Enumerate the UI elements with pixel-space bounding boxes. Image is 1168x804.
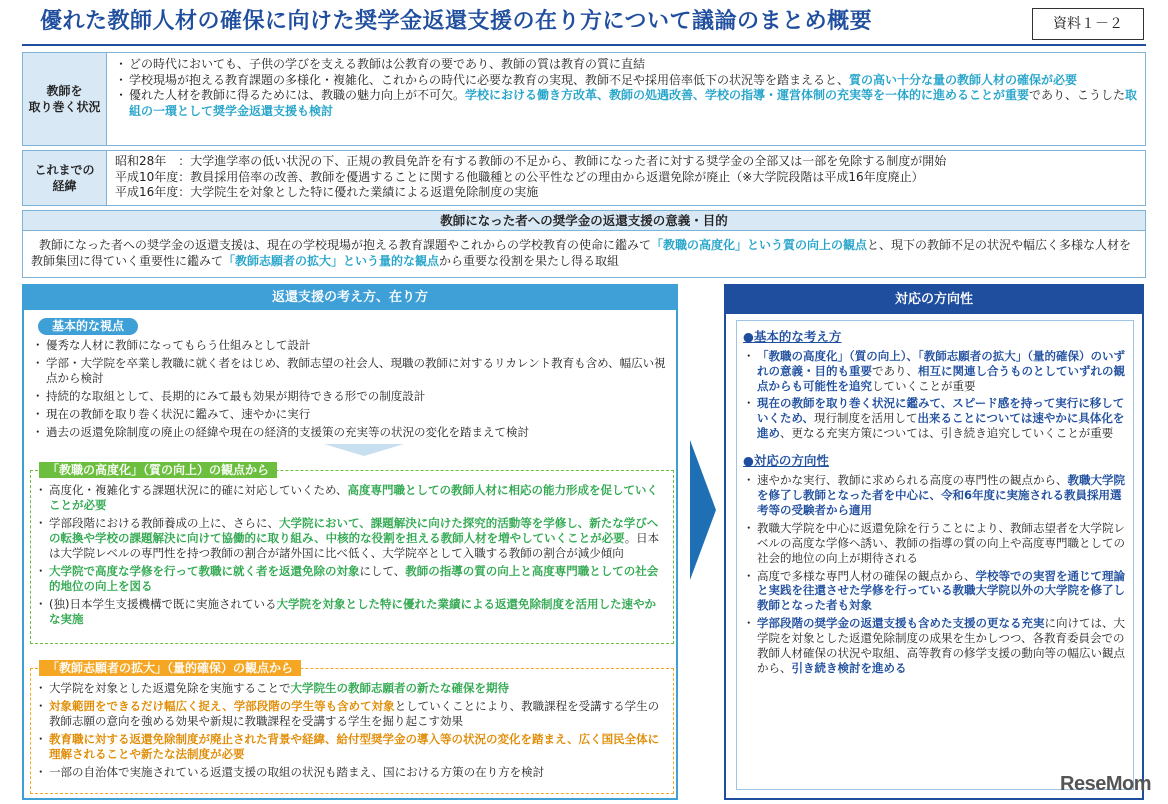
history-line-3: 平成16年度：大学院生を対象とした特に優れた業績による返還免除制度の実施 [115,185,539,200]
basic-bullet-3: ・ 持続的な取組として、長期的にみて最も効果が期待できる形での制度設計 [32,389,668,404]
situation-bullet-1: ・ どの時代においても、子供の学びを支える教師は公教育の要であり、教師の質は教育の質に直結 [115,57,1139,73]
resemom-logo: ReseMom [1060,773,1151,795]
direction-bullet-4: ・ 教職大学院を中心に返還免除を行うことにより、教師志望者を大学院レベルの高度な学修へ誘い、教師の指導の質の向上や高度専門職としての社会的地位の向上が期待される [743,521,1129,566]
direction-panel-title: 対応の方向性 [726,286,1142,314]
title-divider [22,44,1146,46]
quality-bullet-3: ・ 大学院で高度な学修を行って教職に就く者を返還免除の対象にして、教師の指導の質の向上と高度専門職としての社会的地位の向上を図る [35,564,667,594]
history-label: これまでの 経緯 [23,151,107,205]
basic-bullet-4: ・ 現在の教師を取り巻く状況に鑑みて、速やかに実行 [32,407,668,422]
quantity-bullet-1: ・ 大学院を対象とした返還免除を実施することで大学院生の教師志願者の新たな確保を期待 [35,681,667,696]
situation-section [22,52,1146,146]
direction-heading: ●対応の方向性 [743,453,829,469]
basic-approach-heading: ●基本的な考え方 [743,329,842,344]
purpose-text: 教師になった者への奨学金の返還支援は、現在の学校現場が抱える教育課題やこれからの学校教育の使命に鑑みて「教職の高度化」という質の向上の観点と、現下の教師不足の状況や幅広く多様な人材を教師集団に得ていく重要性に鑑みて「教師志願者の拡大」という量的な観点から重要な役割を果たし得る取組 [31,238,1132,269]
page-title: 優れた教師人材の確保に向けた奨学金返還支援の在り方について議論のまとめ概要 [40,9,873,34]
direction-panel [724,284,1144,800]
situation-bullet-2: ・ 学校現場が抱える教育課題の多様化・複雑化、これからの時代に必要な教育の実現、教師不足や採用倍率低下の状況等を踏まえると、質の高い十分な量の教師人材の確保が必要 [115,73,1139,89]
direction-bullet-5: ・ 高度で多様な専門人材の確保の観点から、学校等での実習を通じて理論と実践を往還させた学修を行っている教職大学院以外の大学院を修了し教師となった者も対象 [743,569,1129,614]
approach-panel [22,284,678,800]
quantity-bullet-3: ・ 教育職に対する返還免除制度が廃止された背景や経緯、給付型奨学金の導入等の状況の変化を踏まえ、広く国民全体に理解されることや新たな法制度が必要 [35,732,667,762]
history-line-2: 平成10年度：教員採用倍率の改善、教師を優遇することに関する他職種との公平性などの理由から返還免除が廃止（※大学院段階は平成16年度廃止） [115,169,924,184]
quantity-bullet-4: ・ 一部の自治体で実施されている返還支援の取組の状況も踏まえ、国における方策の在り方を検討 [35,765,667,780]
direction-bullet-3: ・ 速やかな実行、教師に求められる高度の専門性の観点から、教職大学院を修了し教師となった者を中心に、令和6年度に実施される教員採用選考等の受験者から適用 [743,473,1129,518]
situation-label: 教師を 取り巻く状況 [23,53,107,145]
basic-bullet-1: ・ 優秀な人材に教師になってもらう仕組みとして設計 [32,338,668,353]
right-arrow [690,440,716,580]
quality-bullet-1: ・ 高度化・複雑化する課題状況に的確に対応していくため、高度専門職としての教師人材に相応の能力形成を促していくことが必要 [35,483,667,513]
approach-panel-title: 返還支援の考え方、在り方 [24,286,676,310]
situation-bullet-3: ・ 優れた人材を教師に得るためには、教職の魅力向上が不可欠。学校における働き方改革、教師の処遇改善、学校の指導・運営体制の充実等を一体的に進めることが重要であり、こうした取組の一環として奨学金返還支援も検討 [115,88,1139,119]
purpose-title: 教師になった者への奨学金の返還支援の意義・目的 [23,211,1145,231]
history-line-1: 昭和28年 ：大学進学率の低い状況の下、正規の教員免許を有する教師の不足から、教師になった者に対する奨学金の全部又は一部を免除する制度が開始 [115,154,947,168]
basic-bullet-5: ・ 過去の返還免除制度の廃止の経緯や現在の経済的支援策の充実等の状況の変化を踏まえて検討 [32,425,668,440]
quality-bullet-4: ・ (独)日本学生支援機構で既に実施されている大学院を対象とした特に優れた業績による返還免除制度を活用した速やかな実施 [35,597,667,627]
quantity-bullet-2: ・ 対象範囲をできるだけ幅広く捉え、学部段階の学生等も含めて対象としていくことにより、教職課程を受講する学生の教師志願の意向を強める効果や新規に教職課程を受講する学生を掘り起こす効果 [35,699,667,729]
quality-tag: 「教職の高度化」（質の向上）の観点から [39,462,277,478]
quality-box [30,463,674,644]
direction-bullet-1: ・ 「教職の高度化」（質の向上）、「教師志願者の拡大」（量的確保）のいずれの意義・目的も重要であり、相互に関連し合うものとしていずれの観点からも可能性を追究していくことが重要 [743,349,1129,394]
down-arrow [324,444,404,456]
document-label: 資料１－２ [1032,8,1144,40]
quantity-box [30,661,674,794]
quality-bullet-2: ・ 学部段階における教師養成の上に、さらに、大学院において、課題解決に向けた探究的活動等を学修し、新たな学びへの転換や学校の課題解決に向けて協働的に取り組み、中核的な役割を担える教師人材を増やしていくことが必要。日本は大学院レベルの専門性を持つ教師の割合が諸外国に比べ低く、大学院卒として入職する教師の割合が減少傾向 [35,516,667,561]
quantity-tag: 「教師志願者の拡大」（量的確保）の観点から [39,660,301,676]
basic-viewpoint-tag: 基本的な視点 [38,318,138,335]
purpose-section [22,210,1146,278]
direction-bullet-6: ・ 学部段階の奨学金の返還支援も含めた支援の更なる充実に向けては、大学院を対象とした返還免除制度の成果を生かしつつ、各教育委員会での教師人材確保の状況や取組、高等教育の修学支援の動向等の幅広い観点から、引き続き検討を進める [743,616,1129,676]
history-section [22,150,1146,206]
direction-bullet-2: ・ 現在の教師を取り巻く状況に鑑みて、スピード感を持って実行に移していくため、現行制度を活用して出来ることについては速やかに具体化を進め、更なる充実方策については、引き続き追究していくことが重要 [743,396,1129,441]
basic-bullet-2: ・ 学部・大学院を卒業し教職に就く者をはじめ、教師志望の社会人、現職の教師に対するリカレント教育も含め、幅広い視点から検討 [32,356,668,386]
